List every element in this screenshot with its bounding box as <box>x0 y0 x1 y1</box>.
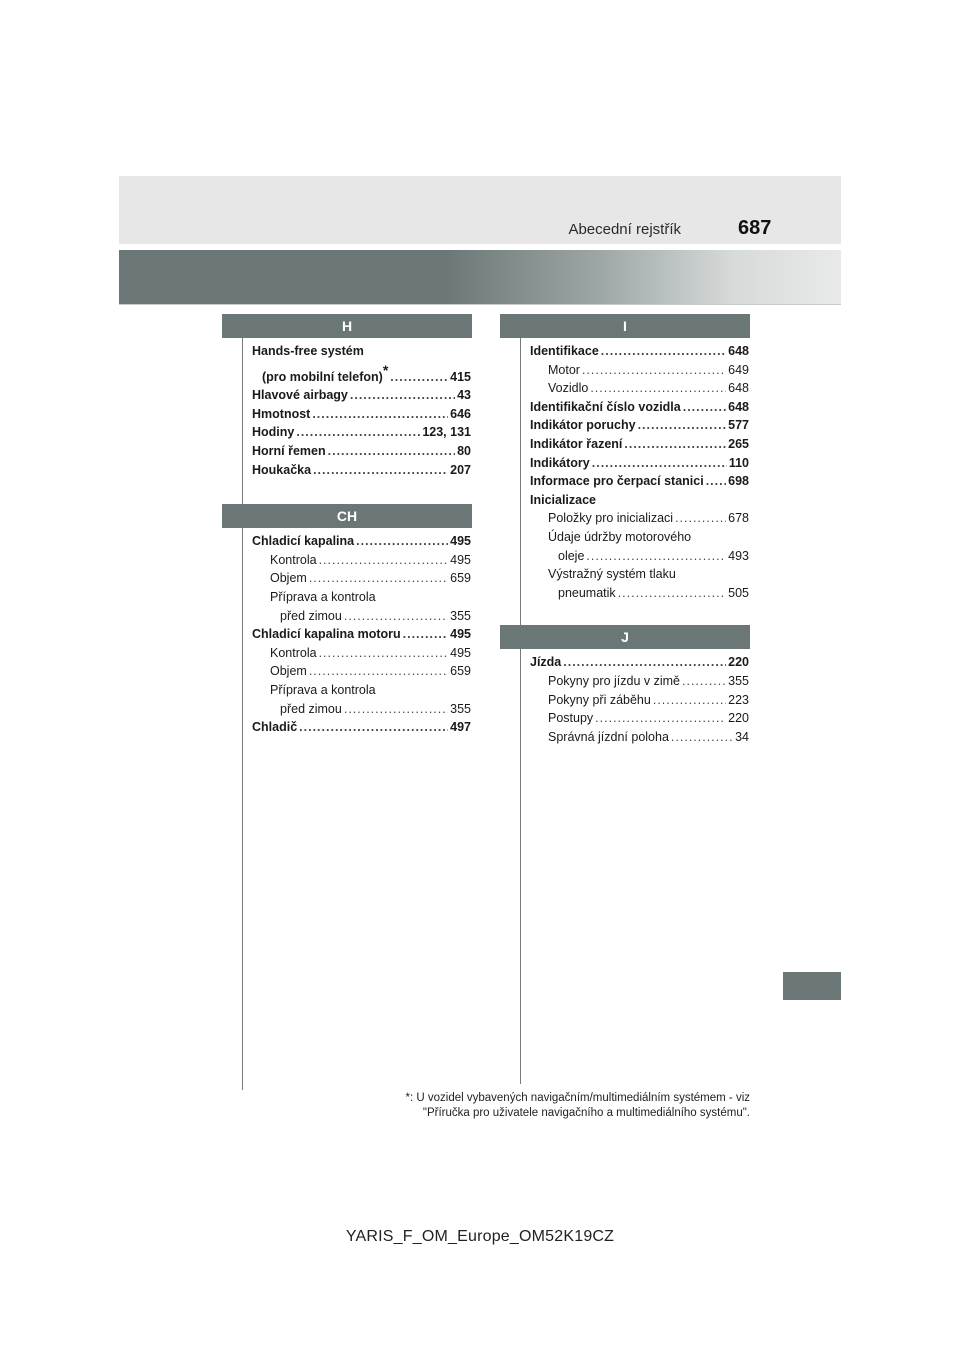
index-entry <box>530 584 749 603</box>
index-entry-label: Chladicí kapalina motoru <box>252 627 401 642</box>
leader-dots <box>309 569 448 588</box>
index-entry-label: Chladič <box>252 720 298 735</box>
index-entry-list <box>242 528 471 737</box>
index-entry-page: 505 <box>728 585 749 600</box>
leader-dots <box>309 662 448 681</box>
index-entry-page: 648 <box>728 399 749 414</box>
index-entry <box>530 454 749 473</box>
index-entry-page: 43 <box>457 388 471 403</box>
index-entry-page: 678 <box>728 511 749 526</box>
leader-dots <box>350 386 455 405</box>
index-entry-page: 207 <box>450 462 471 477</box>
leader-dots <box>403 625 449 644</box>
leader-dots <box>319 644 449 663</box>
leader-dots <box>592 454 727 473</box>
index-entry-label: Horní řemen <box>252 443 326 458</box>
index-entry <box>252 588 471 607</box>
index-entry-page: 355 <box>450 701 471 716</box>
index-entry-label: před zimou <box>280 701 342 716</box>
header-divider <box>119 304 841 305</box>
index-entry <box>530 509 749 528</box>
index-entry-page: 497 <box>450 720 471 735</box>
index-entry <box>530 728 749 747</box>
index-entry-list <box>520 338 749 602</box>
index-entry <box>252 607 471 626</box>
index-entry-page: 415 <box>450 369 471 384</box>
index-entry-label: Výstražný systém tlaku <box>548 567 676 582</box>
index-entry <box>252 461 471 480</box>
leader-dots <box>328 442 455 461</box>
section-header-j: J <box>500 625 750 649</box>
index-entry-label: Identifikační číslo vozidla <box>530 399 681 414</box>
leader-dots <box>586 547 726 566</box>
index-entry <box>530 672 749 691</box>
index-entry-label: Hlavové airbagy <box>252 388 348 403</box>
index-entry-label: oleje <box>558 548 585 563</box>
index-entry-page: 123, 131 <box>422 425 471 440</box>
index-entry-page: 648 <box>728 381 749 396</box>
index-entry-page: 493 <box>728 548 749 563</box>
index-entry-label: Položky pro inicializaci <box>548 511 674 526</box>
section-header-h: H <box>222 314 472 338</box>
header-band <box>119 176 841 244</box>
index-entry <box>252 386 471 405</box>
leader-dots <box>313 461 448 480</box>
index-entry-label: před zimou <box>280 608 342 623</box>
index-entry-label: Příprava a kontrola <box>270 589 376 604</box>
index-entry <box>530 472 749 491</box>
index-entry-page: 265 <box>728 436 749 451</box>
leader-dots <box>601 342 726 361</box>
leader-dots <box>312 405 448 424</box>
index-entry <box>252 405 471 424</box>
index-entry-page: 110 <box>728 455 749 470</box>
index-entry-label: Jízda <box>530 655 562 670</box>
index-entry-label: Příprava a kontrola <box>270 682 376 697</box>
index-entry-label: Kontrola <box>270 552 317 567</box>
index-entry-label: Postupy <box>548 711 594 726</box>
leader-dots <box>595 709 726 728</box>
index-entry-page: 649 <box>728 362 749 377</box>
index-entry <box>530 361 749 380</box>
index-entry <box>530 653 749 672</box>
leader-dots <box>563 653 726 672</box>
index-entry <box>530 547 749 566</box>
page-title: Abecední rejstřík <box>568 221 681 238</box>
leader-dots <box>682 672 726 691</box>
index-entry-page: 495 <box>450 552 471 567</box>
index-entry-label: Kontrola <box>270 645 317 660</box>
index-entry-label: Hodiny <box>252 425 295 440</box>
index-entry-page: 698 <box>728 474 749 489</box>
index-entry-page: 648 <box>728 344 749 358</box>
index-entry-label: Indikátory <box>530 455 590 470</box>
section-header-ch: CH <box>222 504 472 528</box>
leader-dots <box>390 368 448 387</box>
index-entry-label: Informace pro čerpací stanici <box>530 474 704 489</box>
index-entry-label: pneumatik <box>558 585 616 600</box>
leader-dots <box>653 691 726 710</box>
chapter-tab <box>783 972 841 1000</box>
index-entry-label: Houkačka <box>252 462 312 477</box>
leader-dots <box>624 435 726 454</box>
index-entry <box>530 528 749 547</box>
index-entry <box>530 491 749 510</box>
leader-dots <box>671 728 733 747</box>
index-entry-label: Chladicí kapalina <box>252 534 355 549</box>
index-entry-page: 495 <box>450 627 471 642</box>
index-entry-page: 659 <box>450 664 471 679</box>
index-entry-page: 659 <box>450 571 471 586</box>
index-entry-page: 495 <box>450 645 471 660</box>
index-entry <box>252 442 471 461</box>
index-entry <box>530 709 749 728</box>
index-entry-label: Objem <box>270 571 307 586</box>
index-entry-label: (pro mobilní telefon)* <box>262 361 389 384</box>
leader-dots <box>618 584 726 603</box>
index-entry-label: Indikátor poruchy <box>530 418 636 433</box>
index-column-left <box>242 314 472 737</box>
index-entry-label: Hmotnost <box>252 406 311 421</box>
index-entry <box>252 662 471 681</box>
leader-dots <box>296 423 420 442</box>
header-gradient-bar <box>119 250 841 304</box>
index-entry-page: 646 <box>450 406 471 421</box>
index-entry <box>252 644 471 663</box>
index-entry-label: Hands-free systém <box>252 344 364 358</box>
index-entry-label: Objem <box>270 664 307 679</box>
index-entry <box>252 718 471 737</box>
footnote-line-2: "Příručka pro uživatele navigačního a multimediálního systému". <box>422 1107 750 1119</box>
index-entry <box>530 416 749 435</box>
index-entry-list <box>520 649 749 746</box>
index-entry <box>252 342 471 361</box>
leader-dots <box>683 398 726 417</box>
index-entry-page: 220 <box>728 655 749 670</box>
footnote <box>406 1091 750 1121</box>
index-entry <box>252 700 471 719</box>
index-entry-page: 355 <box>728 673 749 688</box>
index-entry-label: Údaje údržby motorového <box>548 529 692 544</box>
section-header-i: I <box>500 314 750 338</box>
leader-dots <box>590 379 726 398</box>
index-entry-label: Inicializace <box>530 492 597 507</box>
leader-dots <box>706 472 726 491</box>
index-entry <box>252 681 471 700</box>
index-entry <box>252 625 471 644</box>
footnote-line-1: *: U vozidel vybavených navigačním/multimediálním systémem - viz <box>405 1092 750 1104</box>
index-entry-page: 577 <box>728 418 749 433</box>
footnote-star: * <box>382 361 389 378</box>
index-entry-list <box>242 338 471 479</box>
index-entry <box>530 342 749 361</box>
index-entry-label: Indikátor řazení <box>530 436 623 451</box>
index-entry-label: Pokyny pro jízdu v zimě <box>548 673 680 688</box>
index-entry <box>530 691 749 710</box>
leader-dots <box>582 361 726 380</box>
leader-dots <box>344 700 448 719</box>
document-id: YARIS_F_OM_Europe_OM52K19CZ <box>345 1228 615 1245</box>
index-column-right <box>520 314 750 746</box>
index-entry-page: 495 <box>450 534 471 549</box>
index-entry-page: 223 <box>728 692 749 707</box>
leader-dots <box>356 532 448 551</box>
leader-dots <box>344 607 448 626</box>
index-entry-label: Identifikace <box>530 344 599 358</box>
index-entry <box>530 565 749 584</box>
index-entry-label: Motor <box>548 362 580 377</box>
leader-dots <box>638 416 727 435</box>
index-entry-label: Pokyny při záběhu <box>548 692 651 707</box>
index-entry <box>252 551 471 570</box>
index-entry <box>530 379 749 398</box>
page-number: 687 <box>738 217 772 239</box>
leader-dots <box>299 718 448 737</box>
index-entry-label: Správná jízdní poloha <box>548 729 669 744</box>
index-entry-page: 355 <box>450 608 471 623</box>
index-entry <box>252 423 471 442</box>
index-entry-page: 80 <box>457 443 471 458</box>
index-entry <box>530 435 749 454</box>
index-entry <box>252 569 471 588</box>
index-entry-page: 220 <box>728 711 749 726</box>
index-entry <box>252 361 471 387</box>
leader-dots <box>675 509 726 528</box>
index-entry <box>530 398 749 417</box>
index-entry <box>252 532 471 551</box>
leader-dots <box>319 551 449 570</box>
index-entry-label: Vozidlo <box>548 381 589 396</box>
index-entry-page: 34 <box>735 729 749 744</box>
